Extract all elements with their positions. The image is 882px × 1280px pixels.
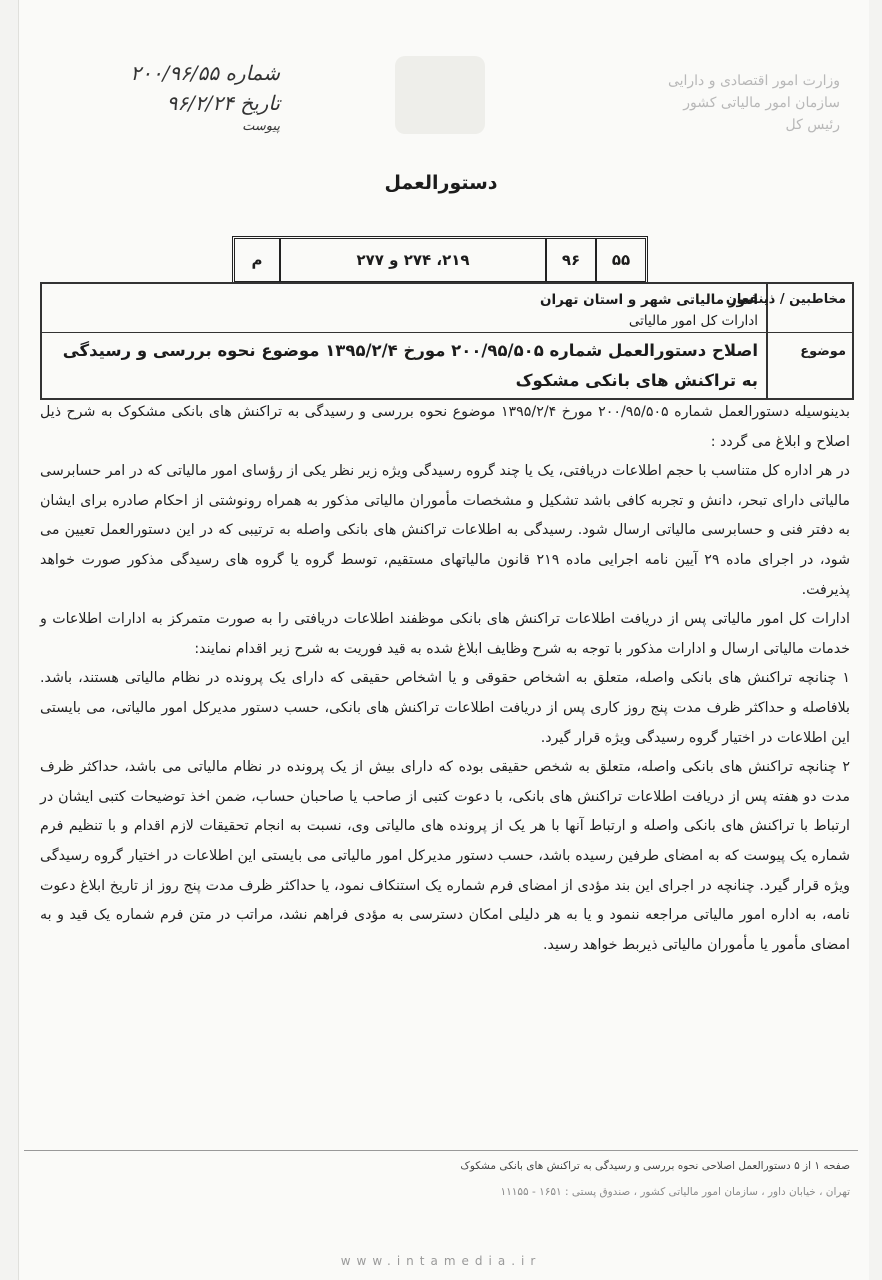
- subject-text: اصلاح دستورالعمل شماره ۲۰۰/۹۵/۵۰۵ مورخ ۱۳۹۵/۲/۴ موضوع نحوه بررسی و رسیدگی به تراکنش های بانکی مشکوک: [62, 341, 758, 390]
- document-title: دستورالعمل: [384, 172, 498, 194]
- subject-label: موضوع: [800, 344, 846, 359]
- paragraph-offices: ادارات کل امور مالیاتی پس از دریافت اطلاعات تراکنش های بانکی موظفند اطلاعات دریافتی را به صورت متمرکز به ادارات اطلاعات و خدمات مالیاتی ارسال و ادارات مذکور با توجه به شرح وظایف ابلاغ شده به قید فوریت به شرح زیر اقدام نمایند:: [40, 611, 850, 657]
- addressees-value: امور مالیاتی شهر و استان تهران ادارات کل امور مالیاتی: [539, 292, 758, 329]
- articles-cell: ۲۱۹، ۲۷۴ و ۲۷۷: [279, 239, 545, 281]
- header-table: [40, 282, 854, 400]
- paragraph-intro: بدینوسیله دستورالعمل شماره ۲۰۰/۹۵/۵۰۵ مورخ ۱۳۹۵/۲/۴ موضوع نحوه بررسی و رسیدگی به تراکنش های بانکی مشکوک به شرح ذیل اصلاح و ابلاغ می گردد :: [40, 404, 850, 450]
- page-footer: [40, 1160, 850, 1198]
- code-cell: م: [251, 251, 263, 269]
- document-body: [40, 398, 850, 960]
- attachment-line: پیوست: [242, 119, 280, 134]
- address-line: تهران ، خیابان داور ، سازمان امور مالیاتی کشور ، صندوق پستی : ۱۶۵۱ - ۱۱۱۵۵: [500, 1186, 850, 1198]
- number-line: شماره ۲۰۰/۹۶/۵۵: [130, 61, 280, 85]
- watermark: www.intamedia.ir: [340, 1254, 542, 1268]
- serial-cell: ۵۵: [595, 239, 645, 281]
- emblem-seal: [395, 56, 485, 134]
- addressees-label: مخاطبین / ذینفعان: [725, 292, 846, 307]
- ministry-header: وزارت امور اقتصادی و دارایی سازمان امور مالیاتی کشور رئیس کل: [667, 73, 840, 133]
- document-reference-block: [80, 58, 280, 136]
- paragraph-groups: در هر اداره کل متناسب با حجم اطلاعات دریافتی، یک یا چند گروه رسیدگی ویژه زیر نظر یکی از رؤسای امور مالیاتی که در امر حسابرسی مالیاتی دارای تبحر، دانش و تجربه کافی باشد تشکیل و مشخصات مأموران مالیاتی مذکور به همراه رونوشتی از احکام صادره برای ایشان به دفتر فنی و حسابرسی مالیاتی ارسال شود. رسیدگی به اطلاعات تراکنش های بانکی واصله به ترتیبی که در این دستورالعمل تعیین می شود، در اجرای ماده ۲۹ آیین نامه اجرایی ماده ۲۱۹ قانون مالیاتهای مستقیم، توسط گروه یا گروه های رسیدگی مذکور صورت خواهد پذیرفت.: [40, 463, 850, 598]
- directive-number-box: [232, 236, 648, 284]
- date-line: تاریخ ۹۶/۲/۲۴: [166, 91, 280, 115]
- footer-divider: [24, 1150, 858, 1151]
- page-number-line: صفحه ۱ از ۵ دستورالعمل اصلاحی نحوه بررسی و رسیدگی به تراکنش های بانکی مشکوک: [460, 1160, 850, 1172]
- paragraph-item-2: ۲ چنانچه تراکنش های بانکی واصله، متعلق به شخص حقیقی بوده که دارای بیش از یک پرونده در نظام مالیاتی می باشد، حداکثر ظرف مدت دو هفته پس از دریافت اطلاعات تراکنش های بانکی، با دعوت کتبی از صاحب یا صاحبان حساب، ضمن اخذ توضیحات کتبی ایشان در ارتباط با تراکنش های بانکی واصله و ارتباط آنها با هر یک از پرونده های مالیاتی وی، نسبت به انجام تحقیقات لازم اقدام و با تنظیم فرم شماره یک پیوست که به امضای طرفین رسیده باشد، حسب دستور مدیرکل امور مالیاتی می بایستی این اطلاعات در اختیار گروه رسیدگی ویژه قرار گیرد. چنانچه در اجرای این بند مؤدی از امضای فرم شماره یک استنکاف نمود، یا حداکثر ظرف مدت پنج روز از تاریخ ابلاغ دعوت نامه، به اداره امور مالیاتی مراجعه ننمود و یا به هر دلیلی امکان دسترسی به مؤدی فراهم نشد، مراتب در متن فرم شماره یک قید و به امضای مأمور یا مأموران مالیاتی ذیربط خواهد رسید.: [40, 759, 850, 953]
- paragraph-item-1: ۱ چنانچه تراکنش های بانکی واصله، متعلق به اشخاص حقوقی و یا اشخاص حقیقی که دارای یک پرونده در نظام مالیاتی هستند، باشد. بلافاصله و حداکثر ظرف مدت پنج روز کاری پس از دریافت اطلاعات تراکنش های بانکی، حسب دستور مدیرکل امور مالیاتی، می بایستی این اطلاعات در اختیار گروه رسیدگی ویژه قرار گیرد.: [40, 670, 850, 746]
- year-cell: ۹۶: [545, 239, 595, 281]
